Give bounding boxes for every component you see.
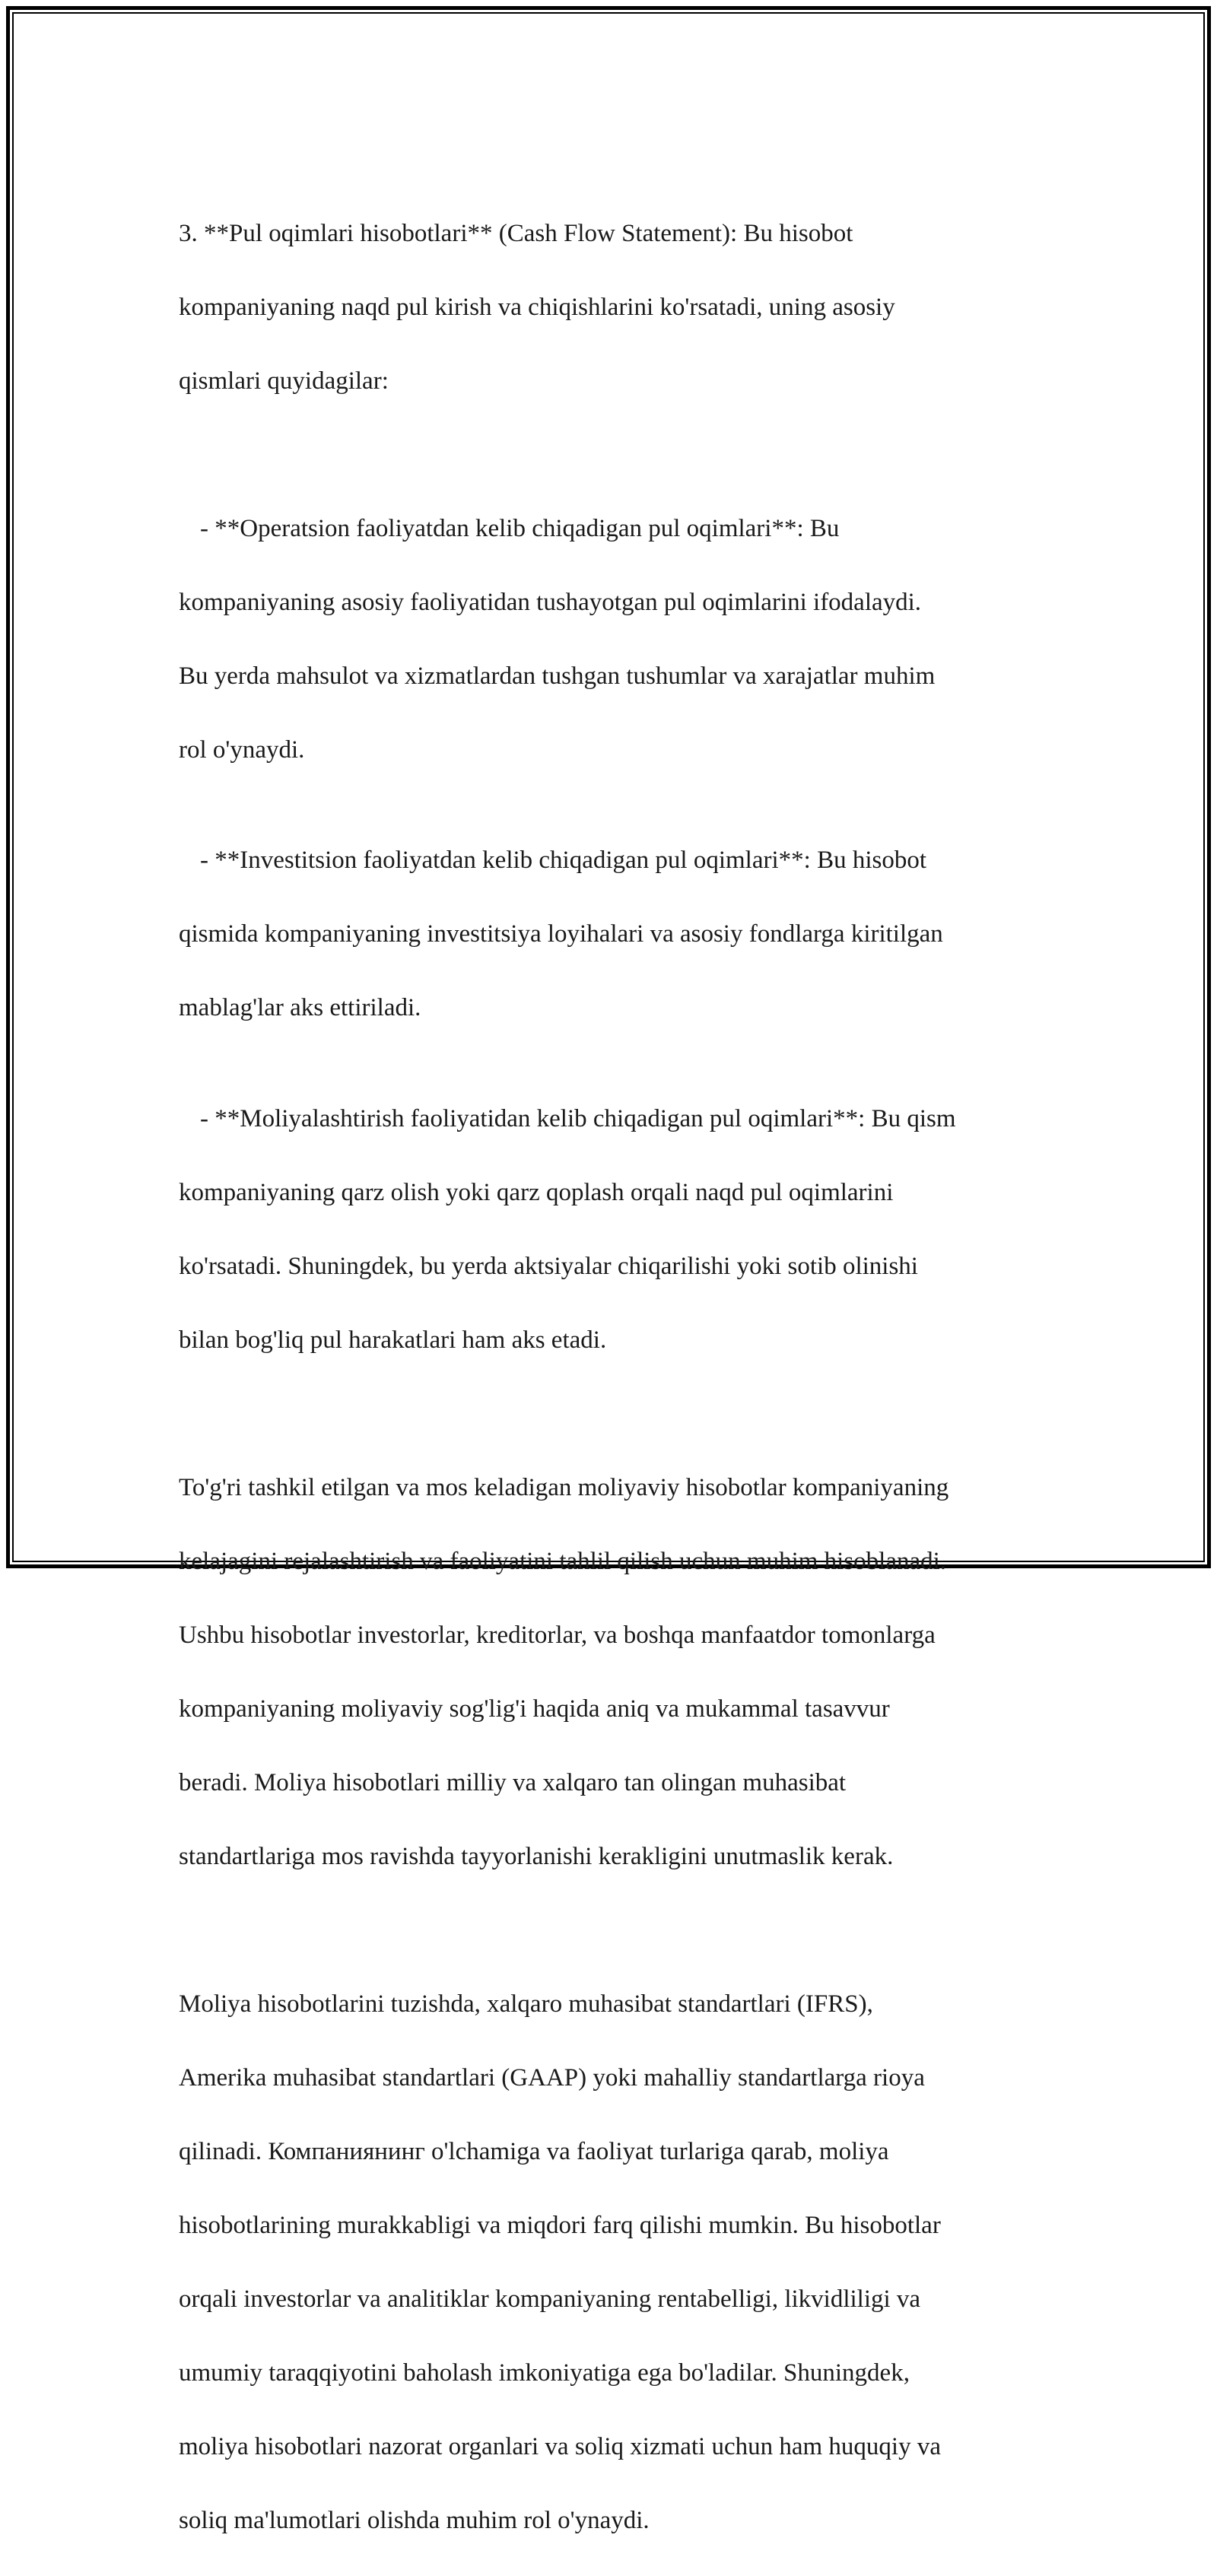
paragraph-importance [179, 1432, 1076, 1912]
text-line: Amerika muhasibat standartlari (GAAP) yoki mahalliy standartlarga rioya [179, 2063, 925, 2092]
text-line: umumiy taraqqiyotini baholash imkoniyatiga ega bo'ladilar. Shuningdek, [179, 2358, 910, 2387]
text-line: kelajagini rejalashtirish va faoliyatini tahlil qilish uchun muhim hisoblanadi. [179, 1547, 947, 1575]
text-line: - **Investitsion faoliyatdan kelib chiqadigan pul oqimlari**: Bu hisobot [200, 846, 927, 874]
text-line: qismlari quyidagilar: [179, 367, 389, 395]
paragraph-standards [179, 1949, 1076, 2576]
bullet-financing [179, 1063, 1076, 1396]
text-line: To'g'ri tashkil etilgan va mos keladigan moliyaviy hisobotlar kompaniyaning [179, 1473, 949, 1501]
text-line: - **Moliyalashtirish faoliyatidan kelib chiqadigan pul oqimlari**: Bu qism [200, 1104, 956, 1132]
text-line: Moliya hisobotlarini tuzishda, xalqaro muhasibat standartlari (IFRS), [179, 1990, 873, 2018]
text-line: hisobotlarining murakkabligi va miqdori farq qilishi mumkin. Bu hisobotlar [179, 2211, 941, 2239]
bullet-investing [179, 805, 1076, 1064]
text-line: - **Operatsion faoliyatdan kelib chiqadigan pul oqimlari**: Bu [200, 514, 840, 542]
text-line: beradi. Moliya hisobotlari milliy va xalqaro tan olingan muhasibat [179, 1768, 847, 1796]
text-line: kompaniyaning moliyaviy sog'lig'i haqida aniq va mukammal tasavvur [179, 1695, 890, 1723]
blank-line [179, 1912, 1076, 1949]
text-line: standartlariga mos ravishda tayyorlanishi kerakligini unutmaslik kerak. [179, 1842, 894, 1870]
text-line: ko'rsatadi. Shuningdek, bu yerda aktsiyalar chiqarilishi yoki sotib olinishi [179, 1252, 918, 1280]
text-line: qismida kompaniyaning investitsiya loyihalari va asosiy fondlarga kiritilgan [179, 920, 943, 948]
bullet-operating [179, 473, 1076, 805]
text-line: orqali investorlar va analitiklar kompaniyaning rentabelligi, likvidliligi va [179, 2285, 921, 2313]
document-body [179, 178, 1076, 2576]
text-line: mablag'lar aks ettiriladi. [179, 994, 421, 1021]
text-line: Ushbu hisobotlar investorlar, kreditorlar, va boshqa manfaatdor tomonlarga [179, 1621, 936, 1649]
text-line: bilan bog'liq pul harakatlari ham aks etadi. [179, 1326, 607, 1354]
text-line: Bu yerda mahsulot va xizmatlardan tushgan tushumlar va xarajatlar muhim [179, 662, 936, 690]
intro-paragraph [179, 178, 1076, 437]
text-line: qilinadi. Компаниянинг o'lchamiga va faoliyat turlariga qarab, moliya [179, 2137, 889, 2165]
text-line: rol o'ynaydi. [179, 735, 305, 764]
text-line: kompaniyaning naqd pul kirish va chiqishlarini ko'rsatadi, uning asosiy [179, 293, 895, 321]
blank-line [179, 437, 1076, 474]
text-line: moliya hisobotlari nazorat organlari va soliq xizmati uchun ham huquqiy va [179, 2432, 941, 2460]
text-line: kompaniyaning qarz olish yoki qarz qoplash orqali naqd pul oqimlarini [179, 1178, 894, 1206]
text-line: soliq ma'lumotlari olishda muhim rol o'ynaydi. [179, 2506, 650, 2534]
blank-line [179, 1396, 1076, 1433]
text-line: 3. **Pul oqimlari hisobotlari** (Cash Flow Statement): Bu hisobot [179, 219, 853, 247]
text-line: kompaniyaning asosiy faoliyatidan tushayotgan pul oqimlarini ifodalaydi. [179, 588, 922, 616]
